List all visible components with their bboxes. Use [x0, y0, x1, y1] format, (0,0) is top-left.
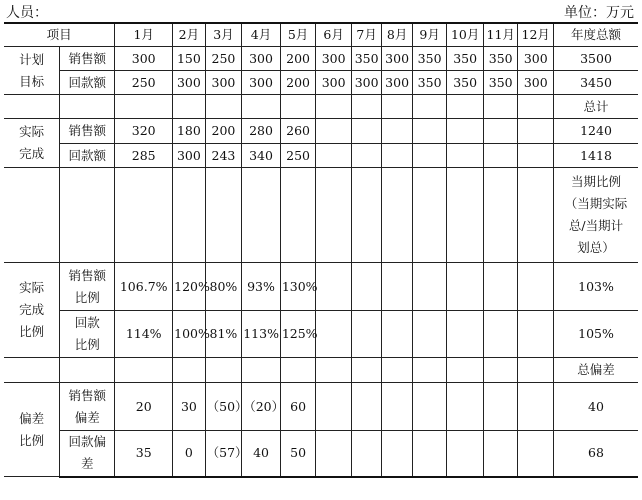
ratio-collect-value: 100%	[173, 311, 206, 358]
empty-cell	[242, 95, 281, 119]
empty-cell	[351, 263, 381, 311]
empty-cell	[518, 383, 554, 431]
group-plan-line: 目标	[19, 73, 45, 89]
actual-sales-value: 260	[280, 119, 316, 144]
empty-cell	[382, 383, 412, 431]
row-label-actual-sales: 销售额	[60, 119, 115, 144]
row-label-ratio-sales-line: 比例	[74, 289, 100, 305]
empty-cell	[4, 95, 60, 119]
plan-sales-value: 300	[316, 47, 352, 71]
empty-cell	[280, 358, 316, 383]
empty-cell	[173, 95, 206, 119]
deviation-sales-value: 20	[115, 383, 173, 431]
empty-cell	[316, 144, 352, 168]
col-header-month: 1月	[115, 23, 173, 47]
empty-cell	[60, 168, 115, 263]
row-label-deviation-collect	[60, 431, 115, 477]
empty-cell	[382, 144, 412, 168]
plan-sales-value: 200	[280, 47, 316, 71]
empty-cell	[316, 383, 352, 431]
empty-cell	[447, 144, 484, 168]
actual-sales-value: 280	[242, 119, 281, 144]
empty-cell	[351, 431, 381, 477]
empty-cell	[412, 95, 447, 119]
empty-cell	[4, 358, 60, 383]
empty-cell	[316, 311, 352, 358]
empty-cell	[518, 95, 554, 119]
sales-target-table	[4, 22, 638, 478]
plan-collect-value: 350	[483, 71, 518, 95]
empty-cell	[351, 144, 381, 168]
actual-sales-value: 200	[205, 119, 242, 144]
empty-cell	[518, 358, 554, 383]
col-header-total: 年度总额	[554, 23, 638, 47]
empty-cell	[483, 311, 518, 358]
plan-collect-value: 300	[316, 71, 352, 95]
label-ratio-line: 当期比例	[571, 174, 622, 189]
empty-cell	[483, 358, 518, 383]
empty-cell	[382, 358, 412, 383]
row-label-ratio-collect-line: 回款	[74, 315, 100, 330]
row-label-ratio-collect	[60, 311, 115, 358]
table-row	[4, 71, 638, 95]
plan-sales-value: 250	[205, 47, 242, 71]
empty-cell	[351, 311, 381, 358]
empty-cell	[412, 311, 447, 358]
label-ratio-line: 划总）	[577, 240, 615, 255]
plan-sales-value: 300	[382, 47, 412, 71]
deviation-collect-value: 0	[173, 431, 206, 477]
empty-cell	[412, 144, 447, 168]
empty-cell	[447, 168, 484, 263]
empty-cell	[205, 95, 242, 119]
empty-cell	[351, 383, 381, 431]
empty-cell	[447, 119, 484, 144]
table-row	[4, 311, 638, 358]
group-ratio-line: 实际	[19, 280, 45, 295]
table-row	[4, 47, 638, 71]
empty-cell	[412, 168, 447, 263]
empty-cell	[447, 431, 484, 477]
empty-cell	[316, 168, 352, 263]
deviation-sales-value: 60	[280, 383, 316, 431]
empty-cell	[518, 119, 554, 144]
empty-cell	[518, 431, 554, 477]
empty-cell	[412, 119, 447, 144]
empty-cell	[412, 358, 447, 383]
table-row	[4, 23, 638, 47]
row-label-actual-collect: 回款额	[60, 144, 115, 168]
table-row	[4, 144, 638, 168]
col-header-month: 2月	[173, 23, 206, 47]
empty-cell	[60, 358, 115, 383]
row-label-plan-collect: 回款额	[60, 71, 115, 95]
label-ratio	[554, 168, 638, 263]
empty-cell	[483, 168, 518, 263]
empty-cell	[280, 95, 316, 119]
label-ratio-line: （当期实际	[564, 196, 628, 211]
empty-cell	[351, 119, 381, 144]
empty-cell	[205, 358, 242, 383]
group-plan	[4, 47, 60, 95]
ratio-collect-value: 81%	[205, 311, 242, 358]
empty-cell	[242, 168, 281, 263]
actual-collect-value: 250	[280, 144, 316, 168]
plan-collect-value: 300	[382, 71, 412, 95]
empty-cell	[483, 119, 518, 144]
group-deviation-line: 比例	[19, 432, 45, 448]
empty-cell	[173, 168, 206, 263]
deviation-sales-total: 40	[554, 383, 638, 431]
plan-collect-value: 300	[351, 71, 381, 95]
table-row	[4, 431, 638, 477]
empty-cell	[115, 168, 173, 263]
col-header-item: 项目	[4, 23, 115, 47]
col-header-month: 10月	[447, 23, 484, 47]
empty-cell	[382, 95, 412, 119]
empty-cell	[351, 358, 381, 383]
plan-sales-value: 350	[447, 47, 484, 71]
actual-collect-value: 285	[115, 144, 173, 168]
empty-cell	[4, 168, 60, 263]
label-deviation: 总偏差	[554, 358, 638, 383]
empty-cell	[280, 168, 316, 263]
group-deviation	[4, 383, 60, 477]
col-header-month: 3月	[205, 23, 242, 47]
group-ratio-line: 完成	[19, 302, 45, 317]
empty-cell	[316, 119, 352, 144]
ratio-collect-value: 114%	[115, 311, 173, 358]
person-label: 人员：	[6, 5, 48, 21]
plan-collect-value: 300	[173, 71, 206, 95]
ratio-collect-total: 105%	[554, 311, 638, 358]
plan-sales-value: 300	[518, 47, 554, 71]
deviation-sales-value: （20）	[242, 383, 281, 431]
group-ratio-line: 比例	[19, 324, 45, 339]
empty-cell	[115, 358, 173, 383]
group-actual-line: 实际	[19, 124, 45, 139]
empty-cell	[447, 383, 484, 431]
col-header-month: 7月	[351, 23, 381, 47]
plan-collect-value: 200	[280, 71, 316, 95]
row-label-deviation-sales	[60, 383, 115, 431]
row-label-deviation-sales-line: 偏差	[74, 409, 100, 425]
table-row	[4, 95, 638, 119]
ratio-sales-value: 106.7%	[115, 263, 173, 311]
empty-cell	[351, 95, 381, 119]
empty-cell	[412, 383, 447, 431]
empty-cell	[382, 263, 412, 311]
col-header-month: 11月	[483, 23, 518, 47]
unit-label: 单位：万元	[564, 5, 634, 21]
empty-cell	[412, 263, 447, 311]
empty-cell	[412, 431, 447, 477]
empty-cell	[518, 144, 554, 168]
empty-cell	[60, 95, 115, 119]
col-header-month: 9月	[412, 23, 447, 47]
empty-cell	[483, 95, 518, 119]
group-actual-line: 完成	[19, 146, 45, 161]
plan-sales-total: 3500	[554, 47, 638, 71]
table-row	[4, 383, 638, 431]
empty-cell	[518, 311, 554, 358]
empty-cell	[115, 95, 173, 119]
row-label-deviation-sales-line: 销售额	[68, 387, 107, 403]
deviation-sales-value: 30	[173, 383, 206, 431]
col-header-month: 5月	[280, 23, 316, 47]
col-header-month: 8月	[382, 23, 412, 47]
table-row	[4, 263, 638, 311]
deviation-collect-value: 35	[115, 431, 173, 477]
empty-cell	[447, 263, 484, 311]
row-label-ratio-sales	[60, 263, 115, 311]
actual-sales-total: 1240	[554, 119, 638, 144]
empty-cell	[518, 263, 554, 311]
empty-cell	[205, 168, 242, 263]
empty-cell	[483, 263, 518, 311]
empty-cell	[382, 168, 412, 263]
row-label-plan-sales: 销售额	[60, 47, 115, 71]
group-plan-line: 计划	[19, 51, 45, 67]
ratio-sales-value: 80%	[205, 263, 242, 311]
empty-cell	[316, 358, 352, 383]
plan-sales-value: 350	[412, 47, 447, 71]
actual-collect-value: 340	[242, 144, 281, 168]
empty-cell	[242, 358, 281, 383]
plan-sales-value: 350	[351, 47, 381, 71]
empty-cell	[518, 168, 554, 263]
actual-collect-total: 1418	[554, 144, 638, 168]
empty-cell	[382, 119, 412, 144]
ratio-sales-value: 93%	[242, 263, 281, 311]
empty-cell	[316, 263, 352, 311]
ratio-collect-value: 125%	[280, 311, 316, 358]
sheet-header	[0, 0, 642, 22]
empty-cell	[447, 95, 484, 119]
plan-sales-value: 300	[242, 47, 281, 71]
plan-collect-value: 300	[205, 71, 242, 95]
empty-cell	[316, 431, 352, 477]
plan-collect-value: 300	[242, 71, 281, 95]
col-header-month: 12月	[518, 23, 554, 47]
ratio-sales-total: 103%	[554, 263, 638, 311]
table-row	[4, 119, 638, 144]
empty-cell	[382, 311, 412, 358]
ratio-sales-value: 130%	[280, 263, 316, 311]
plan-collect-value: 250	[115, 71, 173, 95]
group-actual	[4, 119, 60, 168]
row-label-ratio-sales-line: 销售额	[68, 267, 107, 283]
deviation-collect-value: （57）	[205, 431, 242, 477]
ratio-sales-value: 120%	[173, 263, 206, 311]
actual-collect-value: 300	[173, 144, 206, 168]
empty-cell	[447, 311, 484, 358]
empty-cell	[483, 383, 518, 431]
plan-sales-value: 300	[115, 47, 173, 71]
plan-collect-value: 350	[412, 71, 447, 95]
ratio-collect-value: 113%	[242, 311, 281, 358]
empty-cell	[447, 358, 484, 383]
deviation-collect-value: 40	[242, 431, 281, 477]
table-row	[4, 358, 638, 383]
empty-cell	[483, 431, 518, 477]
plan-sales-value: 350	[483, 47, 518, 71]
row-label-deviation-collect-line: 回款偏	[68, 434, 107, 450]
empty-cell	[382, 431, 412, 477]
group-ratio	[4, 263, 60, 358]
empty-cell	[316, 95, 352, 119]
deviation-sales-value: （50）	[205, 383, 242, 431]
actual-sales-value: 180	[173, 119, 206, 144]
empty-cell	[483, 144, 518, 168]
group-deviation-line: 偏差	[19, 410, 45, 426]
col-header-month: 4月	[242, 23, 281, 47]
row-label-ratio-collect-line: 比例	[74, 337, 100, 352]
col-header-month: 6月	[316, 23, 352, 47]
plan-collect-total: 3450	[554, 71, 638, 95]
deviation-collect-total: 68	[554, 431, 638, 477]
actual-collect-value: 243	[205, 144, 242, 168]
plan-sales-value: 150	[173, 47, 206, 71]
label-total: 总计	[554, 95, 638, 119]
label-ratio-line: 总/当期计	[568, 218, 624, 233]
deviation-collect-value: 50	[280, 431, 316, 477]
table-row	[4, 168, 638, 263]
row-label-deviation-collect-line: 差	[81, 456, 94, 472]
empty-cell	[351, 168, 381, 263]
actual-sales-value: 320	[115, 119, 173, 144]
empty-cell	[173, 358, 206, 383]
plan-collect-value: 300	[518, 71, 554, 95]
plan-collect-value: 350	[447, 71, 484, 95]
